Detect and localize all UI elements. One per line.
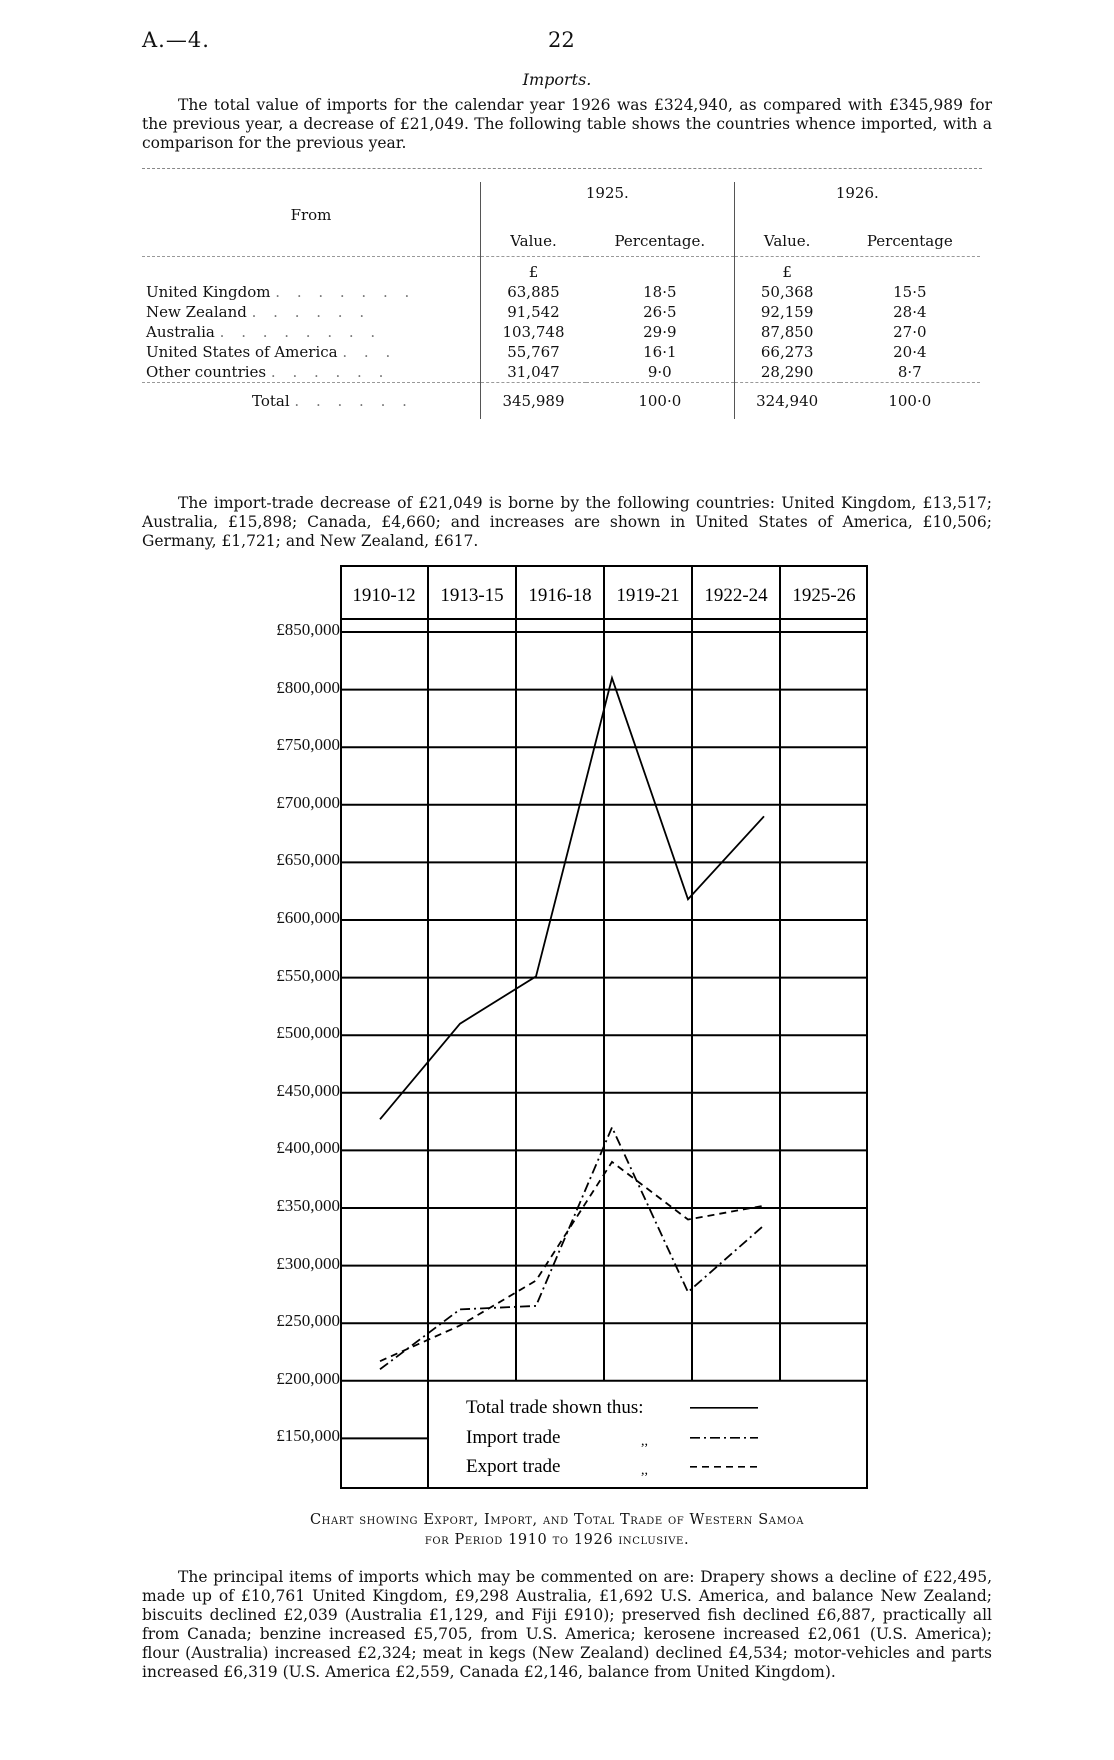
intro-paragraph [142,96,992,153]
x-tick-label: 1916-18 [528,585,592,606]
table-row: New Zealand . . . . . . 91,542 26·5 92,159 28·4 [142,302,980,322]
y-tick-label: £550,000 [276,965,340,985]
y-tick-label: £600,000 [276,908,340,927]
total-percent-1925: 100·0 [638,391,682,410]
page-number: 22 [548,28,575,52]
divider [142,168,982,169]
percent-cell: 16·1 [643,343,677,361]
value-cell: 63,885 [481,282,586,302]
x-tick-label: 1919-21 [616,585,680,606]
percent-cell: 9·0 [647,363,672,381]
y-tick-label: £300,000 [276,1253,340,1273]
x-tick-label: 1925-26 [792,585,856,606]
total-percent-1926: 100·0 [888,391,932,410]
year-1925-header: 1925. [481,182,735,204]
series-line-total-trade [380,678,764,1119]
table-row: United Kingdom . . . . . . . 63,885 18·5 50,368 15·5 [142,282,980,302]
percent-cell: 26·5 [643,303,677,321]
year-1926-header: 1926. [734,182,980,204]
y-tick-label: £750,000 [276,735,340,755]
country-name: Other countries [146,363,267,381]
percent-cell: 20·4 [893,343,927,361]
value-cell: 103,748 [481,322,586,342]
percent-cell: 18·5 [643,283,677,301]
country-name: Australia [146,323,215,341]
x-tick-label: 1910-12 [352,585,416,606]
percentage-header-1925: Percentage. [614,231,706,250]
intro-text: The total value of imports for the calendar year 1926 was £324,940, as compared with £345,989 for the previous year, a decrease of £21,049. The following table shows the countries whence imported, with a comparison for the previous year. [142,96,992,152]
table-row: Australia . . . . . . . . 103,748 29·9 87,850 27·0 [142,322,980,342]
decrease-text: The import-trade decrease of £21,049 is borne by the following countries: United Kingdom, £13,517; Australia, £15,898; Canada, £4,660; and increases are shown in United States of America, £10,506; Germany, £1,721; and New Zealand, £617. [142,494,992,550]
total-row: Total . . . . . . 345,989 100·0 324,940 100·0 [142,383,980,419]
caption-line-1: Chart showing Export, Import, and Total Trade of Western Samoa [309,1512,805,1528]
value-cell: 92,159 [734,302,839,322]
x-tick-label: 1913-15 [440,585,504,606]
country-name: United Kingdom [146,283,271,301]
percent-cell: 8·7 [897,363,922,381]
value-cell: 31,047 [481,362,586,383]
y-tick-label: £700,000 [276,792,340,812]
value-cell: 91,542 [481,302,586,322]
currency-symbol: £ [734,256,839,282]
legend-export-label: Export trade [466,1455,561,1477]
trade-chart-svg [340,565,868,1489]
value-header-1926: Value. [734,226,839,256]
chart-caption [0,1510,1114,1550]
y-tick-label: £400,000 [276,1138,340,1158]
caption-line-2: for Period 1910 to 1926 inclusive. [424,1532,690,1548]
y-tick-label: £450,000 [276,1080,340,1100]
y-axis-labels [244,565,344,1489]
closing-text: The principal items of imports which may be commented on are: Drapery shows a decline of £22,495, made up of £10,761 United Kingdom, £9,298 Australia, £1,692 U.S. America, and balance New Zealand; biscuits declined £2,039 (Australia £1,129, and Fiji £910); preserved fish declined £6,887, practically all from Canada; benzine increased £5,705, from U.S. America; kerosene increased £2,061 (U.S. America); flour (Australia) increased £2,324; meat in kegs (New Zealand) declined £4,534; motor-vehicles and parts increased £6,319 (U.S. America £2,559, Canada £2,146, balance from United Kingdom). [142,1568,992,1681]
table-row: Other countries . . . . . . 31,047 9·0 28,290 8·7 [142,362,980,383]
total-value-1926: 324,940 [734,383,839,419]
x-tick-label: 1922-24 [704,585,768,606]
section-title: Imports. [522,70,592,89]
y-tick-label: £150,000 [276,1426,340,1446]
value-cell: 66,273 [734,342,839,362]
currency-symbol: £ [481,256,586,282]
y-tick-label: £500,000 [276,1023,340,1043]
country-name: New Zealand [146,303,247,321]
total-value-1925: 345,989 [481,383,586,419]
y-tick-label: £850,000 [276,620,340,639]
from-header: From [290,206,332,224]
y-tick-label: £250,000 [276,1311,340,1331]
closing-paragraph [142,1568,992,1682]
total-label: Total [252,391,290,410]
legend-total-label: Total trade shown thus: [466,1396,644,1418]
country-name: United States of America [146,343,338,361]
percent-cell: 29·9 [643,323,677,341]
imports-table [142,182,980,419]
y-tick-label: £650,000 [276,850,340,870]
y-tick-label: £200,000 [276,1368,340,1388]
percentage-header-1926: Percentage [866,231,953,250]
legend-ditto: ,, [641,1433,648,1449]
legend-ditto: ,, [641,1462,648,1478]
percent-cell: 15·5 [893,283,927,301]
legend-import-label: Import trade [466,1426,561,1448]
value-cell: 55,767 [481,342,586,362]
value-cell: 28,290 [734,362,839,383]
y-tick-label: £800,000 [276,677,340,697]
series-line-export-trade [380,1162,764,1361]
value-cell: 87,850 [734,322,839,342]
series-line-import-trade [380,1127,764,1369]
decrease-paragraph [142,494,992,551]
y-tick-label: £350,000 [276,1196,340,1215]
percent-cell: 28·4 [893,303,927,321]
trade-chart [340,565,868,1489]
table-row: United States of America . . . 55,767 16·1 66,273 20·4 [142,342,980,362]
percent-cell: 27·0 [893,323,927,341]
value-header-1925: Value. [481,226,586,256]
document-reference: A.—4. [142,28,210,52]
value-cell: 50,368 [734,282,839,302]
